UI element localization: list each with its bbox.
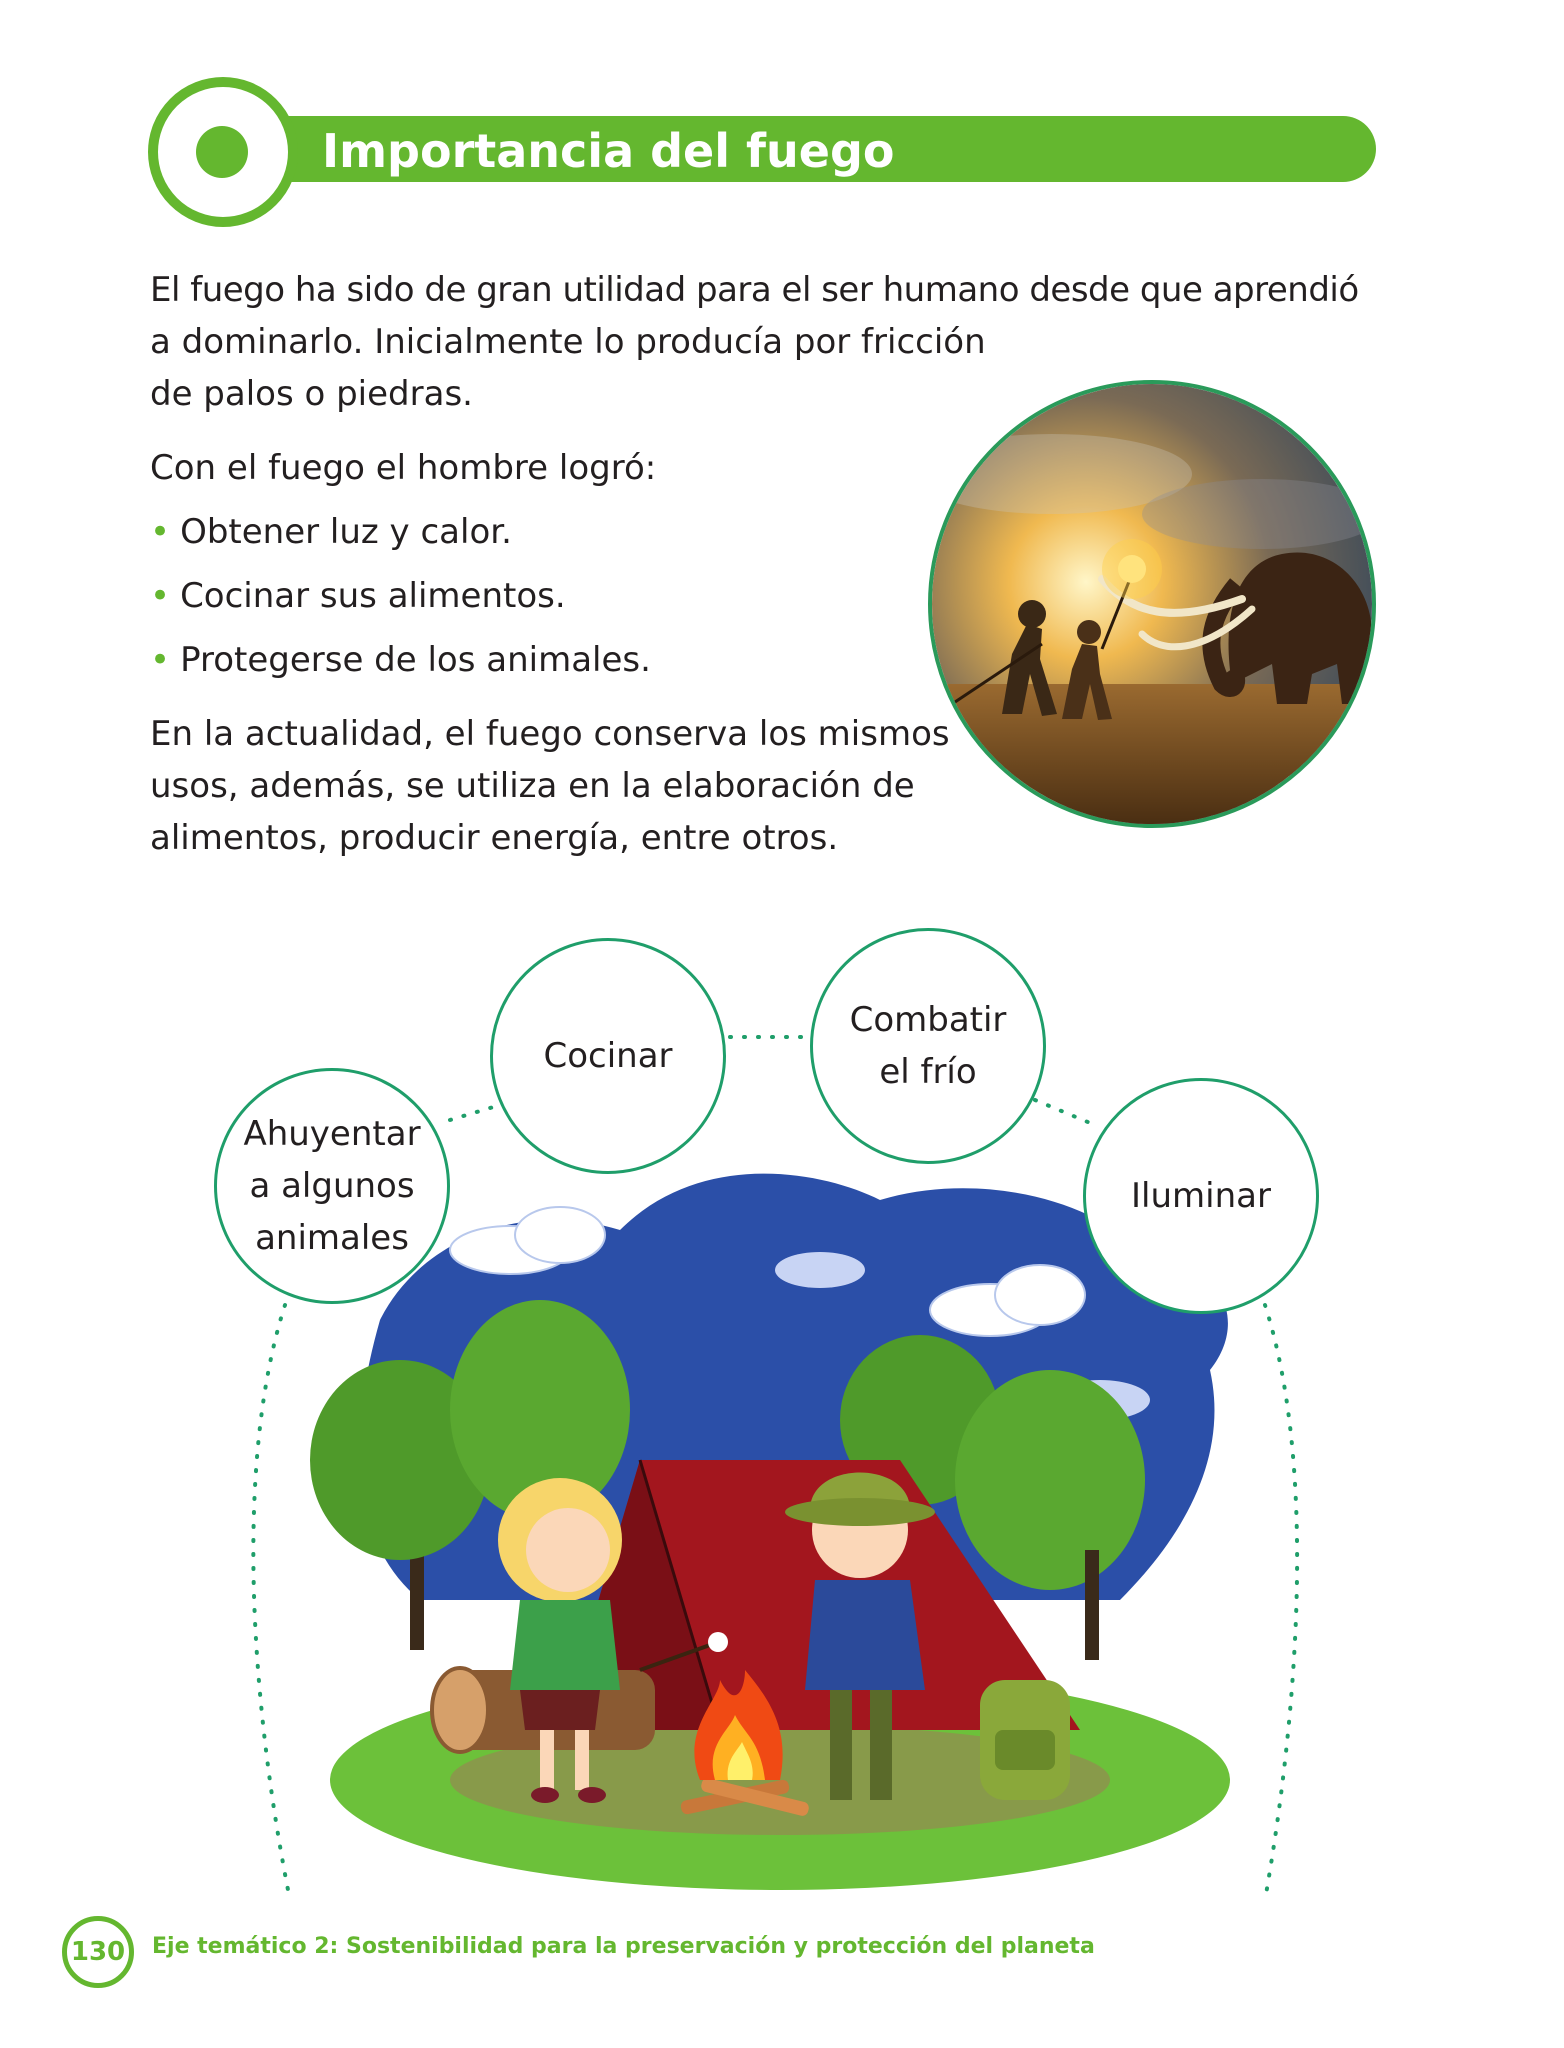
bubble-ahuyentar <box>214 1068 450 1304</box>
bubble-iluminar <box>1083 1078 1319 1314</box>
list-item: • Cocinar sus alimentos. <box>150 576 566 616</box>
page-number: 130 <box>62 1916 134 1988</box>
uses-line-2: usos, además, se utiliza en la elaboración de <box>150 766 915 806</box>
bullet-list <box>150 500 651 692</box>
bubble-label: Cocinar <box>543 1036 673 1076</box>
title-dot-icon <box>196 126 248 178</box>
intro-line-3: de palos o piedras. <box>150 374 473 414</box>
lead-text: Con el fuego el hombre logró: <box>150 448 657 488</box>
bullet-icon: • <box>150 640 171 680</box>
camping-illustration <box>0 900 1564 1920</box>
intro-line-2: a dominarlo. Inicialmente lo producía por fricción <box>150 322 986 362</box>
bubble-label: Ahuyentar a algunos animales <box>243 1114 421 1258</box>
page-title: Importancia del fuego <box>322 124 895 178</box>
bullet-icon: • <box>150 576 171 616</box>
uses-line-1: En la actualidad, el fuego conserva los mismos <box>150 714 950 754</box>
bubble-label: Combatir el frío <box>849 1000 1007 1092</box>
bubble-label: Iluminar <box>1131 1176 1271 1216</box>
list-item: • Obtener luz y calor. <box>150 512 512 552</box>
uses-line-3: alimentos, producir energía, entre otros. <box>150 818 839 858</box>
cavemen-mammoth-photo <box>928 380 1376 828</box>
footer-caption: Eje temático 2: Sostenibilidad para la preservación y protección del planeta <box>152 1934 1095 1959</box>
bullet-icon: • <box>150 512 171 552</box>
intro-line-1: El fuego ha sido de gran utilidad para el ser humano desde que aprendió <box>150 270 1359 310</box>
bubble-combatir-el-frio <box>810 928 1046 1164</box>
bubble-cocinar <box>490 938 726 1174</box>
list-item: • Protegerse de los animales. <box>150 640 651 680</box>
current-uses-paragraph <box>150 708 950 864</box>
